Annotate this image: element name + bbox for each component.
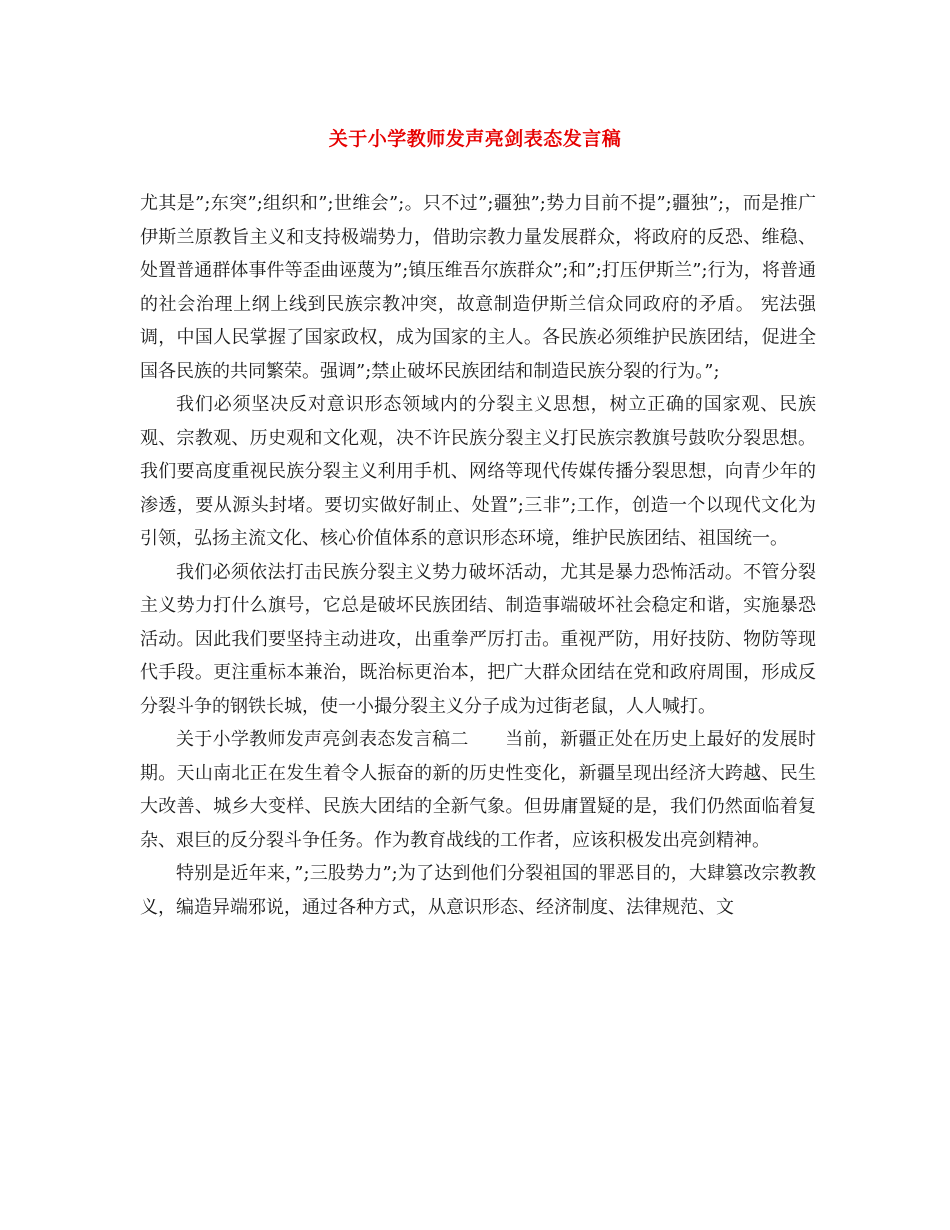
paragraph-3: 我们必须依法打击民族分裂主义势力破坏活动，尤其是暴力恐怖活动。不管分裂主义势力打什么旗号，它总是破坏民族团结、制造事端破坏社会稳定和谐，实施暴恐活动。因此我们要坚持主动进攻，出重拳严厉打击。重视严防，用好技防、物防等现代手段。更注重标本兼治，既治标更治本，把广大群众团结在党和政府周围，形成反分裂斗争的钢铁长城，使一小撮分裂主义分子成为过街老鼠，人人喊打。 — [140, 561, 816, 717]
document-body — [140, 187, 816, 924]
paragraph-5: 特别是近年来，”;三股势力”;为了达到他们分裂祖国的罪恶目的，大肆篡改宗教教义，编造异端邪说，通过各种方式，从意识形态、经济制度、法律规范、文 — [140, 863, 816, 918]
document-title: 关于小学教师发声亮剑表态发言稿 — [328, 128, 622, 150]
paragraph-4: 关于小学教师发声亮剑表态发言稿二 当前，新疆正处在历史上最好的发展时期。天山南北正在发生着令人振奋的新的历史性变化，新疆呈现出经济大跨越、民生大改善、城乡大变样、民族大团结的全新气象。但毋庸置疑的是，我们仍然面临着复杂、艰巨的反分裂斗争任务。作为教育战线的工作者，应该积极发出亮剑精神。 — [140, 729, 816, 851]
paragraph-2: 我们必须坚决反对意识形态领域内的分裂主义思想，树立正确的国家观、民族观、宗教观、历史观和文化观，决不许民族分裂主义打民族宗教旗号鼓吹分裂思想。我们要高度重视民族分裂主义利用手机、网络等现代传媒传播分裂思想，向青少年的渗透，要从源头封堵。要切实做好制止、处置”;三非”;工作，创造一个以现代文化为引领，弘扬主流文化、核心价值体系的意识形态环境，维护民族团结、祖国统一。 — [140, 394, 816, 549]
paragraph-1: 尤其是”;东突”;组织和”;世维会”;。只不过”;疆独”;势力目前不提”;疆独”;，而是推广伊斯兰原教旨主义和支持极端势力，借助宗教力量发展群众，将政府的反恐、维稳、处置普通群体事件等歪曲诬蔑为”;镇压维吾尔族群众”;和”;打压伊斯兰”;行为，将普通的社会治理上纲上线到民族宗教冲突，故意制造伊斯兰信众同政府的矛盾。 宪法强调，中国人民掌握了国家政权，成为国家的主人。各民族必须维护民族团结，促进全国各民族的共同繁荣。强调”;禁止破坏民族团结和制造民族分裂的行为。”; — [140, 193, 816, 382]
